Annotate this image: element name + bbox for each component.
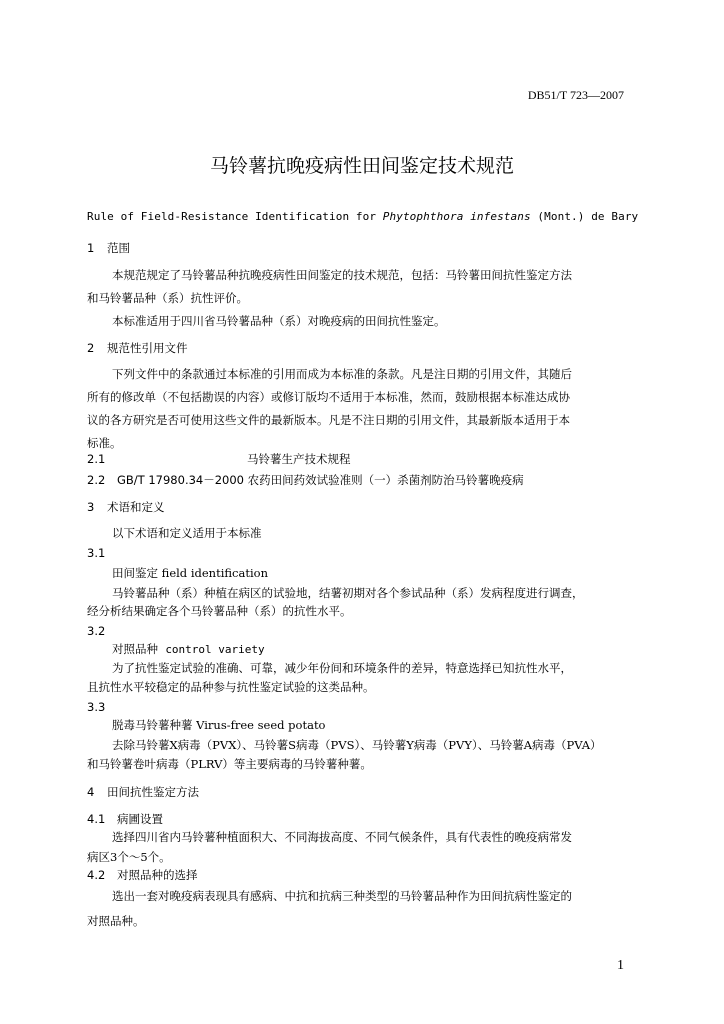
section-4-heading [87,784,199,800]
english-title-species: Phytophthora infestans [382,210,531,223]
subsection-number: 4.1 [87,812,106,826]
section-number: 4 [87,785,95,799]
document-title: 马铃薯抗晚疫病性田间鉴定技术规范 [209,155,514,177]
subsection-4-1-heading [87,811,163,827]
english-title-prefix: Rule of Field-Resistance Identification for [87,210,383,223]
term-number: 3.2 [87,624,106,638]
section-number: 3 [87,500,95,514]
paragraph-line: 选择四川省内马铃薯种植面积大、不同海拔高度、不同气候条件，具有代表性的晚疫病常发 [112,830,572,844]
subsection-title: 病圃设置 [117,812,163,826]
term-number: 3.1 [87,546,106,560]
page-number: 1 [617,958,624,973]
section-2-heading [87,340,188,356]
term-heading: 田间鉴定 field identification [112,566,268,580]
paragraph-line: 议的各方研究是否可使用这些文件的最新版本。凡是不注日期的引用文件，其最新版本适用于本 [87,413,570,427]
section-number: 2 [87,341,95,355]
subsection-title: 对照品种的选择 [117,868,198,882]
reference-number: 2.2 [87,473,106,487]
reference-number: 2.1 [87,452,106,466]
paragraph-line: 马铃薯品种（系）种植在病区的试验地，结薯初期对各个参试品种（系）发病程度进行调查， [112,586,584,600]
section-title: 规范性引用文件 [107,341,188,355]
paragraph-line: 标准。 [87,436,122,450]
paragraph-line: 经分析结果确定各个马铃薯品种（系）的抗性水平。 [87,604,352,618]
paragraph-line: 以下术语和定义适用于本标准 [112,526,262,540]
section-title: 术语和定义 [107,500,165,514]
english-title-suffix: (Mont.) de Bary [530,210,639,223]
section-1-heading [87,240,130,256]
reference-2-1 [87,451,351,467]
paragraph-line: 病区3个～5个。 [87,850,171,864]
term-en: control variety [165,643,265,656]
reference-2-2 [87,472,524,488]
subsection-number: 4.2 [87,868,106,882]
reference-text: 马铃薯生产技术规程 [247,452,351,466]
paragraph-line: 和马铃薯品种（系）抗性评价。 [87,291,248,305]
section-3-heading [87,499,165,515]
subsection-4-2-heading [87,867,198,883]
reference-text: GB/T 17980.34－2000 农药田间药效试验准则（一）杀菌剂防治马铃薯晚疫病 [117,473,524,487]
section-title: 田间抗性鉴定方法 [107,785,199,799]
paragraph-line: 本标准适用于四川省马铃薯品种（系）对晚疫病的田间抗性鉴定。 [112,314,446,328]
paragraph-line: 本规范规定了马铃薯品种抗晚疫病性田间鉴定的技术规范，包括：马铃薯田间抗性鉴定方法 [112,268,572,282]
section-number: 1 [87,241,95,255]
term-heading [112,641,265,657]
paragraph-line: 所有的修改单（不包括勘误的内容）或修订版均不适用于本标准，然而，鼓励根据本标准达成协 [87,390,570,404]
paragraph-line: 和马铃薯卷叶病毒（PLRV）等主要病毒的马铃薯种薯。 [87,757,372,771]
term-number: 3.3 [87,700,106,714]
paragraph-line: 选出一套对晚疫病表现具有感病、中抗和抗病三种类型的马铃薯品种作为田间抗病性鉴定的 [112,889,572,903]
term-cn: 对照品种 [112,642,158,656]
term-heading: 脱毒马铃薯种薯 Virus-free seed potato [112,718,326,732]
paragraph-line: 为了抗性鉴定试验的准确、可靠，减少年份间和环境条件的差异，特意选择已知抗性水平， [112,661,572,675]
paragraph-line: 且抗性水平较稳定的品种参与抗性鉴定试验的这类品种。 [87,680,375,694]
standard-number: DB51/T 723—2007 [527,88,624,102]
paragraph-line: 去除马铃薯X病毒（PVX）、马铃薯S病毒（PVS）、马铃薯Y病毒（PVY）、马铃薯A病毒（PVA） [112,738,602,752]
section-title: 范围 [107,241,130,255]
english-title [87,210,638,223]
paragraph-line: 对照品种。 [87,914,145,928]
paragraph-line: 下列文件中的条款通过本标准的引用而成为本标准的条款。凡是注日期的引用文件，其随后 [112,367,572,381]
